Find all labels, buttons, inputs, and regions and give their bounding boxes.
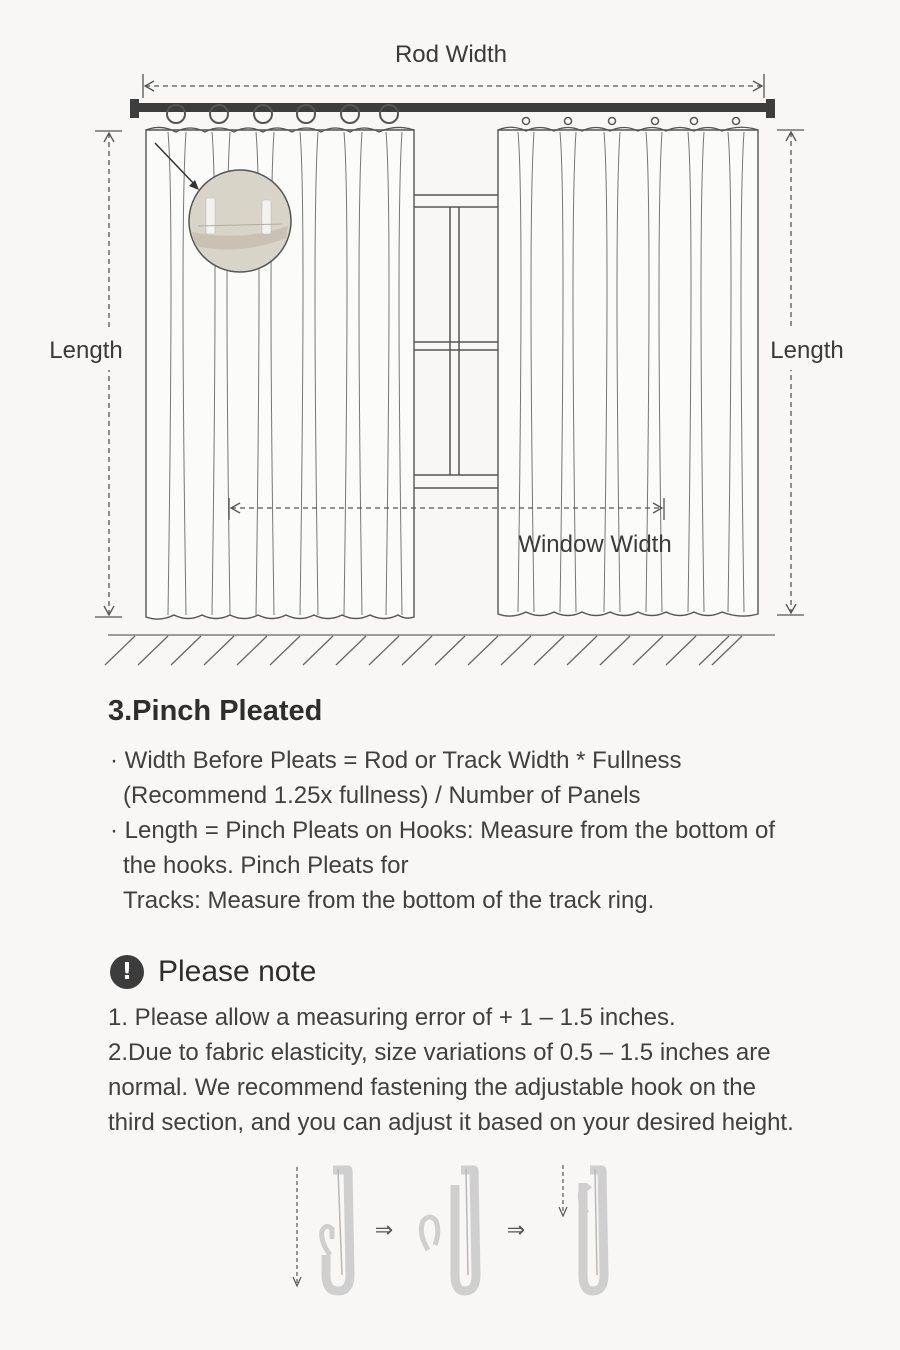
note-line: 2.Due to fabric elasticity, size variations of 0.5 – 1.5 inches are bbox=[108, 1039, 771, 1066]
note-title: Please note bbox=[158, 955, 317, 988]
left-length-label: Length bbox=[49, 337, 123, 364]
left-length-arrow bbox=[95, 131, 122, 617]
step-arrow-1: ⇒ bbox=[374, 1218, 394, 1243]
hook-clip bbox=[421, 1217, 437, 1250]
right-length-arrow bbox=[777, 130, 804, 615]
hook-step-1 bbox=[293, 1167, 350, 1291]
section-title: 3.Pinch Pleated bbox=[108, 695, 323, 727]
note-line: normal. We recommend fastening the adjustable hook on the bbox=[108, 1074, 756, 1101]
window-frame bbox=[414, 195, 498, 488]
hook-step-3 bbox=[559, 1165, 604, 1291]
note-line: third section, and you can adjust it based on your desired height. bbox=[108, 1109, 794, 1136]
right-length-label: Length bbox=[770, 337, 844, 364]
rod-width-arrow bbox=[143, 74, 764, 98]
rod-width-label: Rod Width bbox=[394, 41, 508, 68]
note-line: 1. Please allow a measuring error of + 1 – 1.5 inches. bbox=[108, 1004, 676, 1031]
description-line: · Width Before Pleats = Rod or Track Width * Fullness bbox=[110, 747, 682, 774]
hook-step-2 bbox=[455, 1169, 476, 1291]
description-line: Tracks: Measure from the bottom of the track ring. bbox=[123, 887, 655, 914]
window-width-label: Window Width bbox=[518, 531, 672, 558]
exclamation-icon: ! bbox=[110, 955, 144, 989]
floor bbox=[105, 635, 775, 665]
description-line: · Length = Pinch Pleats on Hooks: Measure from the bottom of bbox=[110, 817, 776, 844]
description-line: the hooks. Pinch Pleats for bbox=[123, 852, 409, 879]
description-line: (Recommend 1.25x fullness) / Number of Panels bbox=[123, 782, 641, 809]
track-hooks bbox=[523, 118, 740, 125]
hook-adjustment-illustration bbox=[0, 1155, 900, 1300]
step-arrow-2: ⇒ bbox=[506, 1218, 526, 1243]
note-header bbox=[110, 955, 316, 989]
